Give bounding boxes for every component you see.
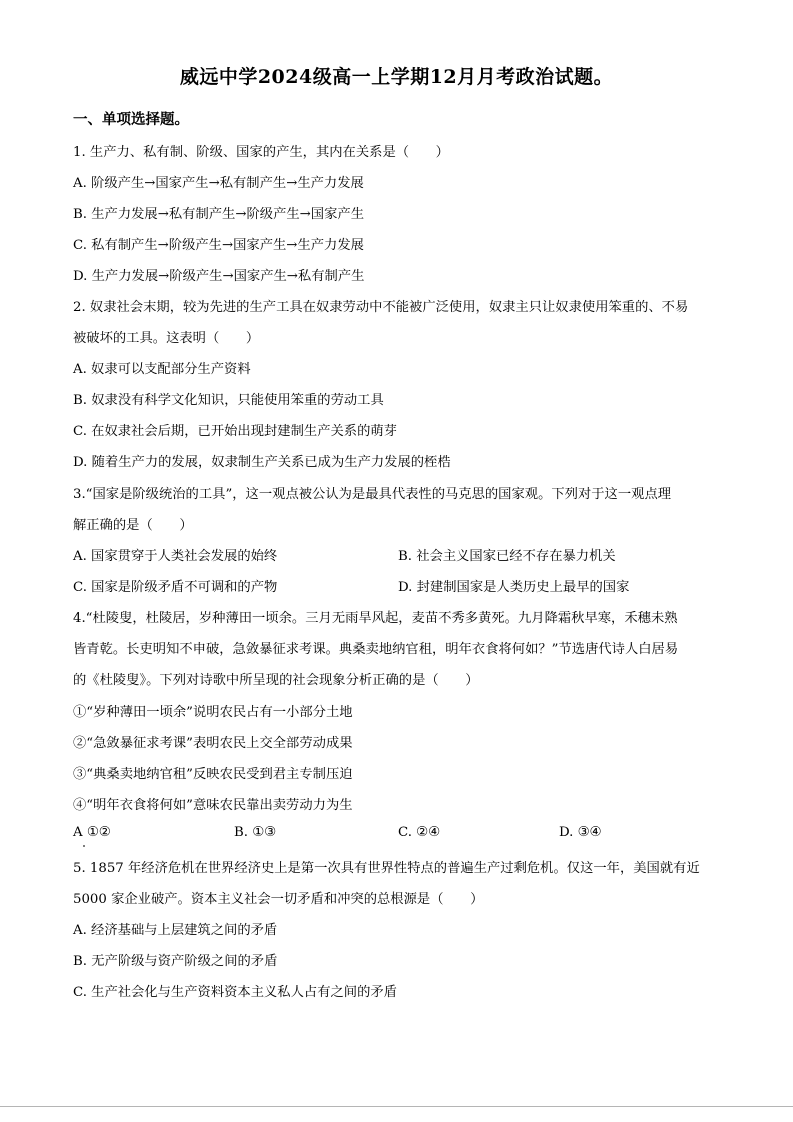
question-2-stem-line-1: 2. 奴隶社会末期，较为先进的生产工具在奴隶劳动中不能被广泛使用，奴隶主只让奴隶使用笨重的、不易 <box>73 300 689 315</box>
question-1-option-c: C. 私有制产生→阶级产生→国家产生→生产力发展 <box>73 238 364 253</box>
question-3-stem-line-2: 解正确的是（ ） <box>73 518 193 533</box>
question-1-stem: 1. 生产力、私有制、阶级、国家的产生，其内在关系是（ ） <box>73 145 449 160</box>
question-4-stem-line-1: 4.“杜陵叟，杜陵居，岁种薄田一顷余。三月无雨旱风起，麦苗不秀多黄死。九月降霜秋早寒，禾穗未熟 <box>73 611 678 626</box>
question-3-option-b: B. 社会主义国家已经不存在暴力机关 <box>398 549 616 564</box>
question-5-option-c: C. 生产社会化与生产资料资本主义私人占有之间的矛盾 <box>73 985 397 1000</box>
question-4-statement-3: ③“典桑卖地纳官租”反映农民受到君主专制压迫 <box>73 767 353 782</box>
question-3-stem-line-1: 3.“国家是阶级统治的工具”，这一观点被公认为是最具代表性的马克思的国家观。下列对于这一观点理 <box>73 487 672 502</box>
page-bottom-divider <box>0 1106 793 1107</box>
stray-mark <box>83 845 85 847</box>
question-4-option-c: C. ②④ <box>398 825 440 840</box>
question-2-option-a: A. 奴隶可以支配部分生产资料 <box>73 362 251 377</box>
question-3-option-d: D. 封建制国家是人类历史上最早的国家 <box>398 580 630 595</box>
question-1-option-b: B. 生产力发展→私有制产生→阶级产生→国家产生 <box>73 207 364 222</box>
question-1-option-a: A. 阶级产生→国家产生→私有制产生→生产力发展 <box>73 176 364 191</box>
question-5-stem-line-2: 5000 家企业破产。资本主义社会一切矛盾和冲突的总根源是（ ） <box>73 892 484 907</box>
question-5-option-a: A. 经济基础与上层建筑之间的矛盾 <box>73 923 278 938</box>
question-4-statement-1: ①“岁种薄田一顷余”说明农民占有一小部分土地 <box>73 705 353 720</box>
page-title: 威远中学2024级高一上学期12月月考政治试题。 <box>179 66 614 88</box>
question-4-statement-4: ④“明年衣食将何如”意味农民靠出卖劳动力为生 <box>73 798 353 813</box>
question-2-option-c: C. 在奴隶社会后期，已开始出现封建制生产关系的萌芽 <box>73 424 397 439</box>
question-2-stem-line-2: 被破坏的工具。这表明（ ） <box>73 331 260 346</box>
question-2-option-b: B. 奴隶没有科学文化知识，只能使用笨重的劳动工具 <box>73 393 384 408</box>
question-4-stem-line-3: 的《杜陵叟》。下列对诗歌中所呈现的社会现象分析正确的是（ ） <box>73 673 479 688</box>
question-4-option-a: A ①② <box>73 825 111 840</box>
question-4-statement-2: ②“急敛暴征求考课”表明农民上交全部劳动成果 <box>73 736 353 751</box>
question-5-stem-line-1: 5. 1857 年经济危机在世界经济史上是第一次具有世界性特点的普遍生产过剩危机。仅这一年，美国就有近 <box>73 861 700 876</box>
question-4-stem-line-2: 皆青乾。长吏明知不申破，急敛暴征求考课。典桑卖地纳官租，明年衣食将何如？”节选唐代诗人白居易 <box>73 642 679 657</box>
question-4-option-d: D. ③④ <box>559 825 602 840</box>
question-5-option-b: B. 无产阶级与资产阶级之间的矛盾 <box>73 954 278 969</box>
question-4-option-b: B. ①③ <box>234 825 277 840</box>
question-2-option-d: D. 随着生产力的发展，奴隶制生产关系已成为生产力发展的桎梏 <box>73 455 451 470</box>
question-3-option-c: C. 国家是阶级矛盾不可调和的产物 <box>73 580 278 595</box>
question-3-option-a: A. 国家贯穿于人类社会发展的始终 <box>73 549 278 564</box>
question-1-option-d: D. 生产力发展→阶级产生→国家产生→私有制产生 <box>73 269 365 284</box>
section-heading: 一、单项选择题。 <box>73 111 189 128</box>
